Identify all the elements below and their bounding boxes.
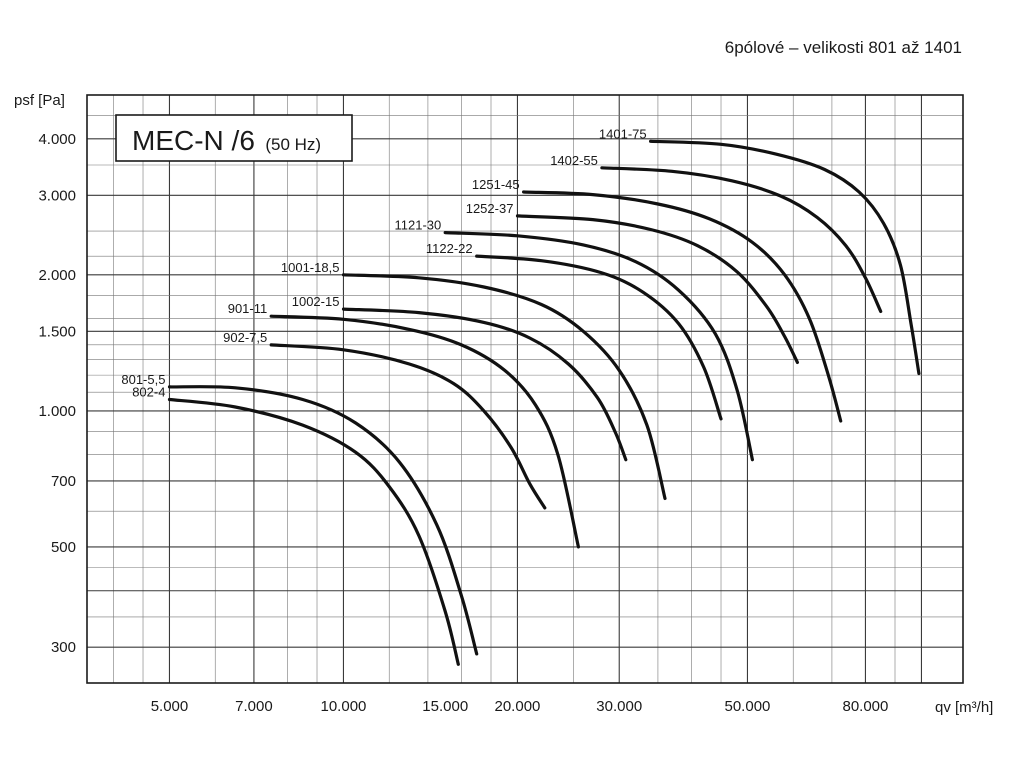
x-tick-label: 5.000: [150, 698, 189, 715]
x-tick-label: 15.000: [422, 698, 469, 715]
curve-label: 901-11: [227, 301, 268, 317]
x-tick-labels: [151, 698, 889, 715]
x-tick-label: 50.000: [724, 698, 771, 715]
x-tick-label: 7.000: [235, 698, 273, 715]
y-tick-label: 500: [50, 538, 76, 556]
x-tick-label: 30.000: [596, 698, 643, 715]
series-curves: [170, 141, 919, 664]
curve-label: 801-5,5: [121, 371, 166, 387]
curve-label: 1251-45: [471, 177, 520, 193]
curve-label: 902-7,5: [223, 329, 268, 345]
curve-label: 1001-18,5: [280, 259, 340, 275]
x-tick-label: 80.000: [842, 698, 889, 715]
chart-title-box: [116, 115, 352, 161]
page-subtitle: 6pólové – velikosti 801 až 1401: [724, 38, 962, 57]
curve-802-4: [170, 400, 459, 665]
curve-label: 1002-15: [291, 294, 340, 310]
x-tick-label: 10.000: [320, 698, 367, 715]
curve-1252-37: [518, 216, 798, 363]
curve-1122-22: [477, 256, 721, 419]
y-tick-labels: [38, 131, 76, 656]
curve-label: 1122-22: [425, 241, 473, 257]
curve-801-5,5: [170, 387, 477, 654]
x-axis-label: qv [m³/h]: [935, 699, 994, 716]
curve-label: 1121-30: [394, 217, 442, 233]
y-tick-label: 300: [50, 639, 76, 657]
curve-label: 1252-37: [465, 200, 514, 216]
y-tick-label: 3.000: [38, 187, 76, 205]
y-tick-label: 4.000: [38, 130, 76, 148]
chart-title: MEC-N /6 (50 Hz): [132, 125, 322, 156]
x-tick-label: 20.000: [494, 698, 541, 715]
curve-label: 1401-75: [598, 126, 647, 142]
curve-label: 802-4: [132, 384, 166, 400]
y-axis-label: psf [Pa]: [14, 92, 65, 109]
curve-1001-18,5: [344, 275, 666, 499]
y-tick-label: 700: [50, 472, 76, 490]
curve-1402-55: [602, 168, 881, 312]
curve-label: 1402-55: [550, 152, 598, 168]
y-tick-label: 2.000: [38, 266, 76, 284]
y-tick-label: 1.500: [38, 323, 76, 341]
y-tick-label: 1.000: [38, 402, 76, 420]
